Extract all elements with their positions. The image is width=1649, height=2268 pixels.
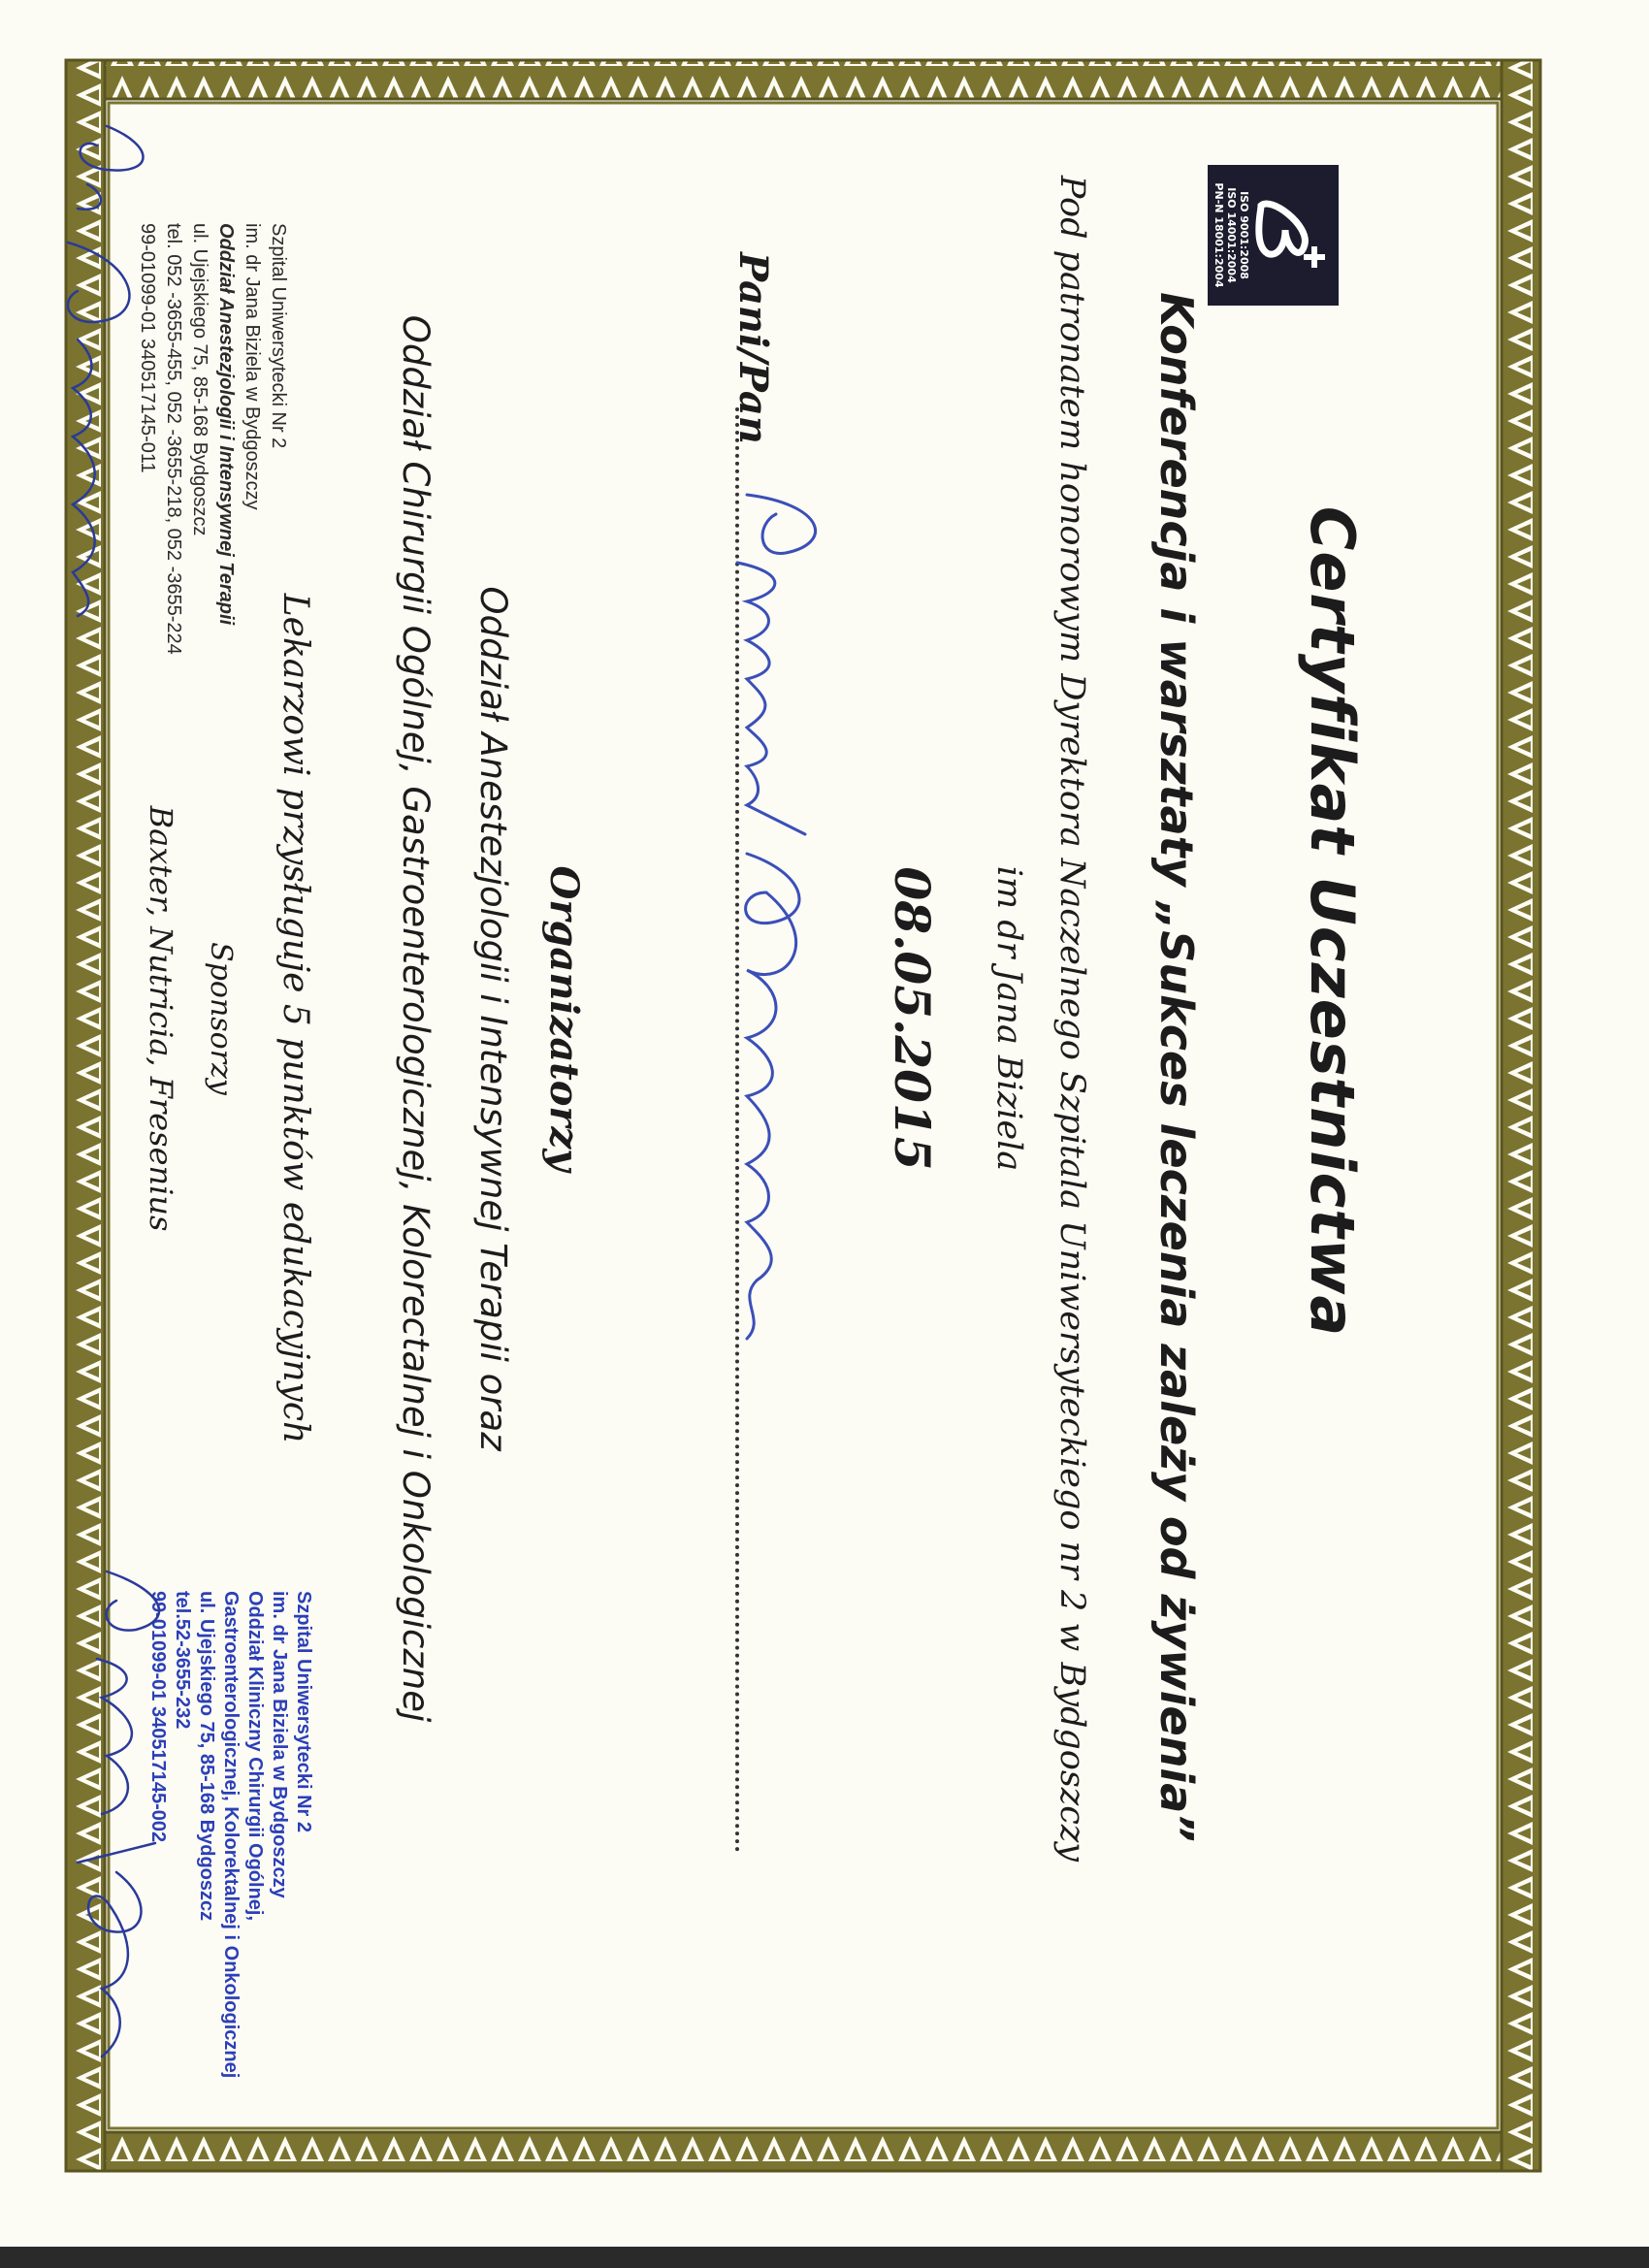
patronage-subline: im dr Jana Biziela (989, 865, 1028, 1172)
signature-left (19, 116, 165, 621)
sponsors-heading: Sponsorzy (204, 942, 238, 1095)
event-date: 08.05.2015 (884, 866, 941, 1171)
stamp-line: tel.52-3655-232 (172, 1591, 193, 1730)
stamp-line: Oddział Anestezjologii i Intensywnej Terapii (215, 223, 237, 626)
stamp-line: ul. Ujejskiego 75, 85-168 Bydgoszcz (196, 1591, 217, 1922)
stamp-line: im. dr Jana Biziela w Bydgoszczy (269, 1591, 290, 1898)
stamp-line: ul. Ujejskiego 75, 85-168 Bydgoszcz (189, 223, 210, 536)
stamp-line: Szpital Uniwersytecki Nr 2 (293, 1591, 314, 1832)
patronage-line: Pod patronatem honorowym Dyrektora Naczelnego Szpitala Uniwersyteckiego nr 2 w Bydgoszczy (1052, 175, 1091, 1863)
name-label: Pani/Pan (730, 252, 776, 444)
stamp-line: tel. 052 -3655-455, 052 -3655-218, 052 -3655-224 (163, 223, 184, 655)
organizers-heading: Organizatorzy (541, 865, 587, 1172)
stamp-line: im. dr Jana Biziela w Bydgoszczy (242, 223, 263, 510)
stamp-line: Gastroenterologicznej, Kolorektalnej i Onkologicznej (220, 1591, 242, 2079)
stamp-line: 99-01099-01 340517145-002 (147, 1591, 169, 1843)
iso-standards (1212, 170, 1250, 301)
iso-line: ISO 9001:2008 (1238, 191, 1250, 279)
iso-line: PN-N 18001:2004 (1212, 182, 1225, 288)
conference-title: Konferencja i warsztaty „Sukces leczenia zależy od żywienia” (1150, 292, 1203, 1842)
sponsors-list: Baxter, Nutricia, Fresenius (143, 805, 179, 1232)
certificate-title: Certyfikat Uczestnictwa (1297, 505, 1368, 1338)
stamp-line: 99-01099-01 340517145-011 (137, 223, 158, 473)
participant-handwritten-name (708, 485, 844, 1358)
stamp-line: Szpital Uniwersytecki Nr 2 (268, 223, 289, 449)
organizer-line: Oddział Anestezjologii i Intensywnej Terapii oraz (472, 586, 514, 1451)
stamp-line: Oddział Kliniczny Chirurgii Ogólnej, (244, 1591, 266, 1922)
organizer-line: Oddział Chirurgii Ogólnej, Gastroenterologicznej, Kolorectalnej i Onkologicznej (395, 314, 436, 1723)
signature-right (48, 1552, 194, 2095)
iso-line: ISO 14001:2004 (1225, 187, 1238, 283)
education-points: Lekarzowi przysługuje 5 punktów edukacyjnych (275, 593, 315, 1444)
scan-edge-shadow (0, 2247, 1649, 2268)
